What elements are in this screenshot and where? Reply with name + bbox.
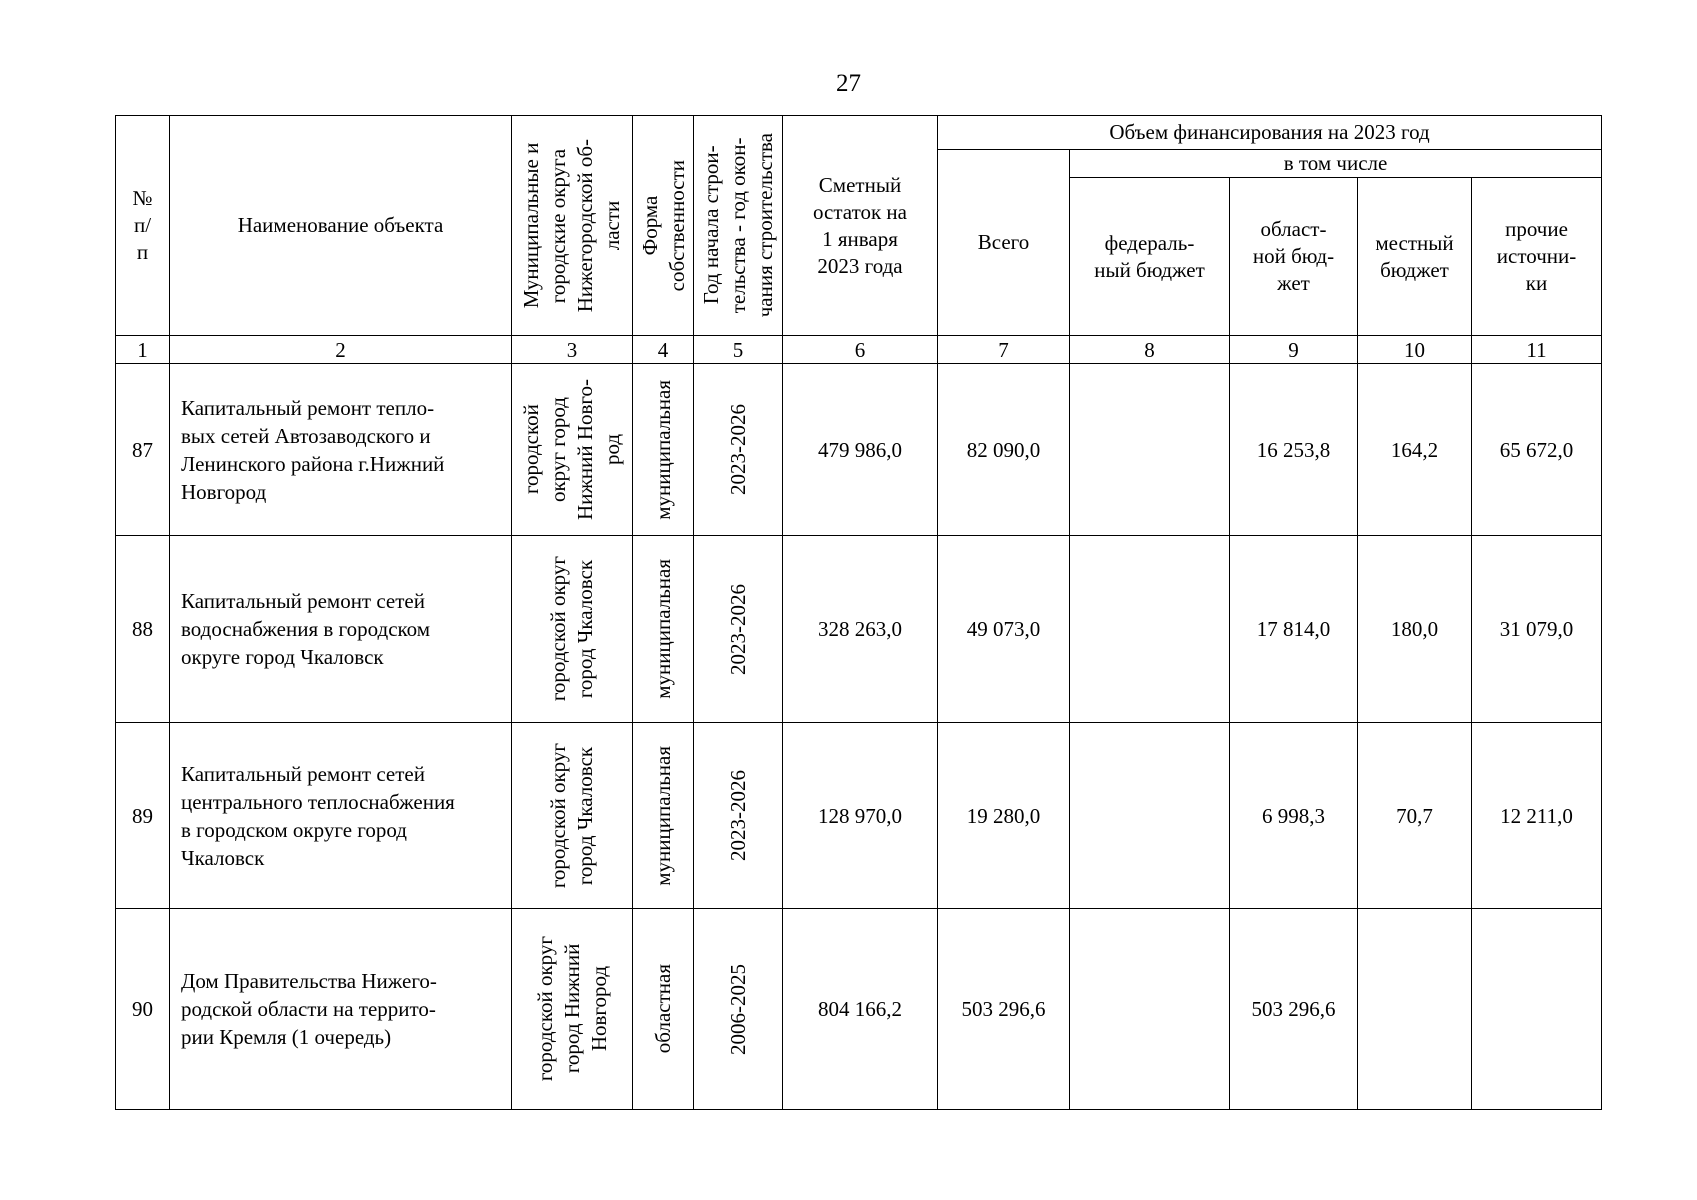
header-local: местный бюджет xyxy=(1358,178,1472,336)
table-row xyxy=(116,723,1602,909)
column-number: 7 xyxy=(938,336,1070,364)
total: 19 280,0 xyxy=(938,723,1070,909)
federal xyxy=(1070,909,1230,1110)
regional: 503 296,6 xyxy=(1230,909,1358,1110)
row-number: 90 xyxy=(116,909,170,1110)
header-regional: област- ной бюд- жет xyxy=(1230,178,1358,336)
header-municipality: Муниципальные и городские округа Нижегородской об- ласти xyxy=(512,116,633,336)
table-row xyxy=(116,909,1602,1110)
total: 503 296,6 xyxy=(938,909,1070,1110)
header-total: Всего xyxy=(938,150,1070,336)
federal xyxy=(1070,536,1230,723)
ownership: муниципальная xyxy=(633,364,694,536)
column-number: 10 xyxy=(1358,336,1472,364)
other xyxy=(1472,909,1602,1110)
header-estimate: Сметный остаток на 1 января 2023 года xyxy=(783,116,938,336)
column-number-row xyxy=(116,336,1602,364)
total: 82 090,0 xyxy=(938,364,1070,536)
local: 180,0 xyxy=(1358,536,1472,723)
years: 2023-2026 xyxy=(694,536,783,723)
years: 2006-2025 xyxy=(694,909,783,1110)
row-number: 89 xyxy=(116,723,170,909)
ownership: муниципальная xyxy=(633,536,694,723)
local xyxy=(1358,909,1472,1110)
estimate: 479 986,0 xyxy=(783,364,938,536)
funding-table xyxy=(115,115,1602,1110)
estimate: 128 970,0 xyxy=(783,723,938,909)
local: 70,7 xyxy=(1358,723,1472,909)
header-other: прочие источни- ки xyxy=(1472,178,1602,336)
estimate: 328 263,0 xyxy=(783,536,938,723)
municipality: городской округ город Чкаловск xyxy=(512,536,633,723)
estimate: 804 166,2 xyxy=(783,909,938,1110)
column-number: 4 xyxy=(633,336,694,364)
regional: 6 998,3 xyxy=(1230,723,1358,909)
column-number: 8 xyxy=(1070,336,1230,364)
other: 12 211,0 xyxy=(1472,723,1602,909)
column-number: 6 xyxy=(783,336,938,364)
row-number: 87 xyxy=(116,364,170,536)
regional: 16 253,8 xyxy=(1230,364,1358,536)
column-number: 2 xyxy=(170,336,512,364)
column-number: 1 xyxy=(116,336,170,364)
ownership: областная xyxy=(633,909,694,1110)
header-including: в том числе xyxy=(1070,150,1602,178)
total: 49 073,0 xyxy=(938,536,1070,723)
header-funding-group: Объем финансирования на 2023 год xyxy=(938,116,1602,150)
local: 164,2 xyxy=(1358,364,1472,536)
years: 2023-2026 xyxy=(694,723,783,909)
header-years: Год начала строи- тельства - год окон- чания строительства xyxy=(694,116,783,336)
row-number: 88 xyxy=(116,536,170,723)
object-name: Дом Правительства Нижего- родской области на террито- рии Кремля (1 очередь) xyxy=(170,909,512,1110)
table-row xyxy=(116,364,1602,536)
federal xyxy=(1070,723,1230,909)
other: 65 672,0 xyxy=(1472,364,1602,536)
header-object-name: Наименование объекта xyxy=(170,116,512,336)
municipality: городской округ город Нижний Новгород xyxy=(512,909,633,1110)
municipality: городской округ город Чкаловск xyxy=(512,723,633,909)
column-number: 11 xyxy=(1472,336,1602,364)
object-name: Капитальный ремонт сетей водоснабжения в городском округе город Чкаловск xyxy=(170,536,512,723)
municipality: городской округ город Нижний Новго- род xyxy=(512,364,633,536)
header-row-1 xyxy=(116,116,1602,150)
column-number: 5 xyxy=(694,336,783,364)
object-name: Капитальный ремонт сетей центрального теплоснабжения в городском округе город Чкаловск xyxy=(170,723,512,909)
header-ownership: Форма собственности xyxy=(633,116,694,336)
column-number: 9 xyxy=(1230,336,1358,364)
federal xyxy=(1070,364,1230,536)
ownership: муниципальная xyxy=(633,723,694,909)
object-name: Капитальный ремонт тепло- вых сетей Автозаводского и Ленинского района г.Нижний Новгород xyxy=(170,364,512,536)
regional: 17 814,0 xyxy=(1230,536,1358,723)
header-federal: федераль- ный бюджет xyxy=(1070,178,1230,336)
column-number: 3 xyxy=(512,336,633,364)
header-number: № п/ п xyxy=(116,116,170,336)
table-row xyxy=(116,536,1602,723)
years: 2023-2026 xyxy=(694,364,783,536)
other: 31 079,0 xyxy=(1472,536,1602,723)
page-number: 27 xyxy=(836,70,861,97)
